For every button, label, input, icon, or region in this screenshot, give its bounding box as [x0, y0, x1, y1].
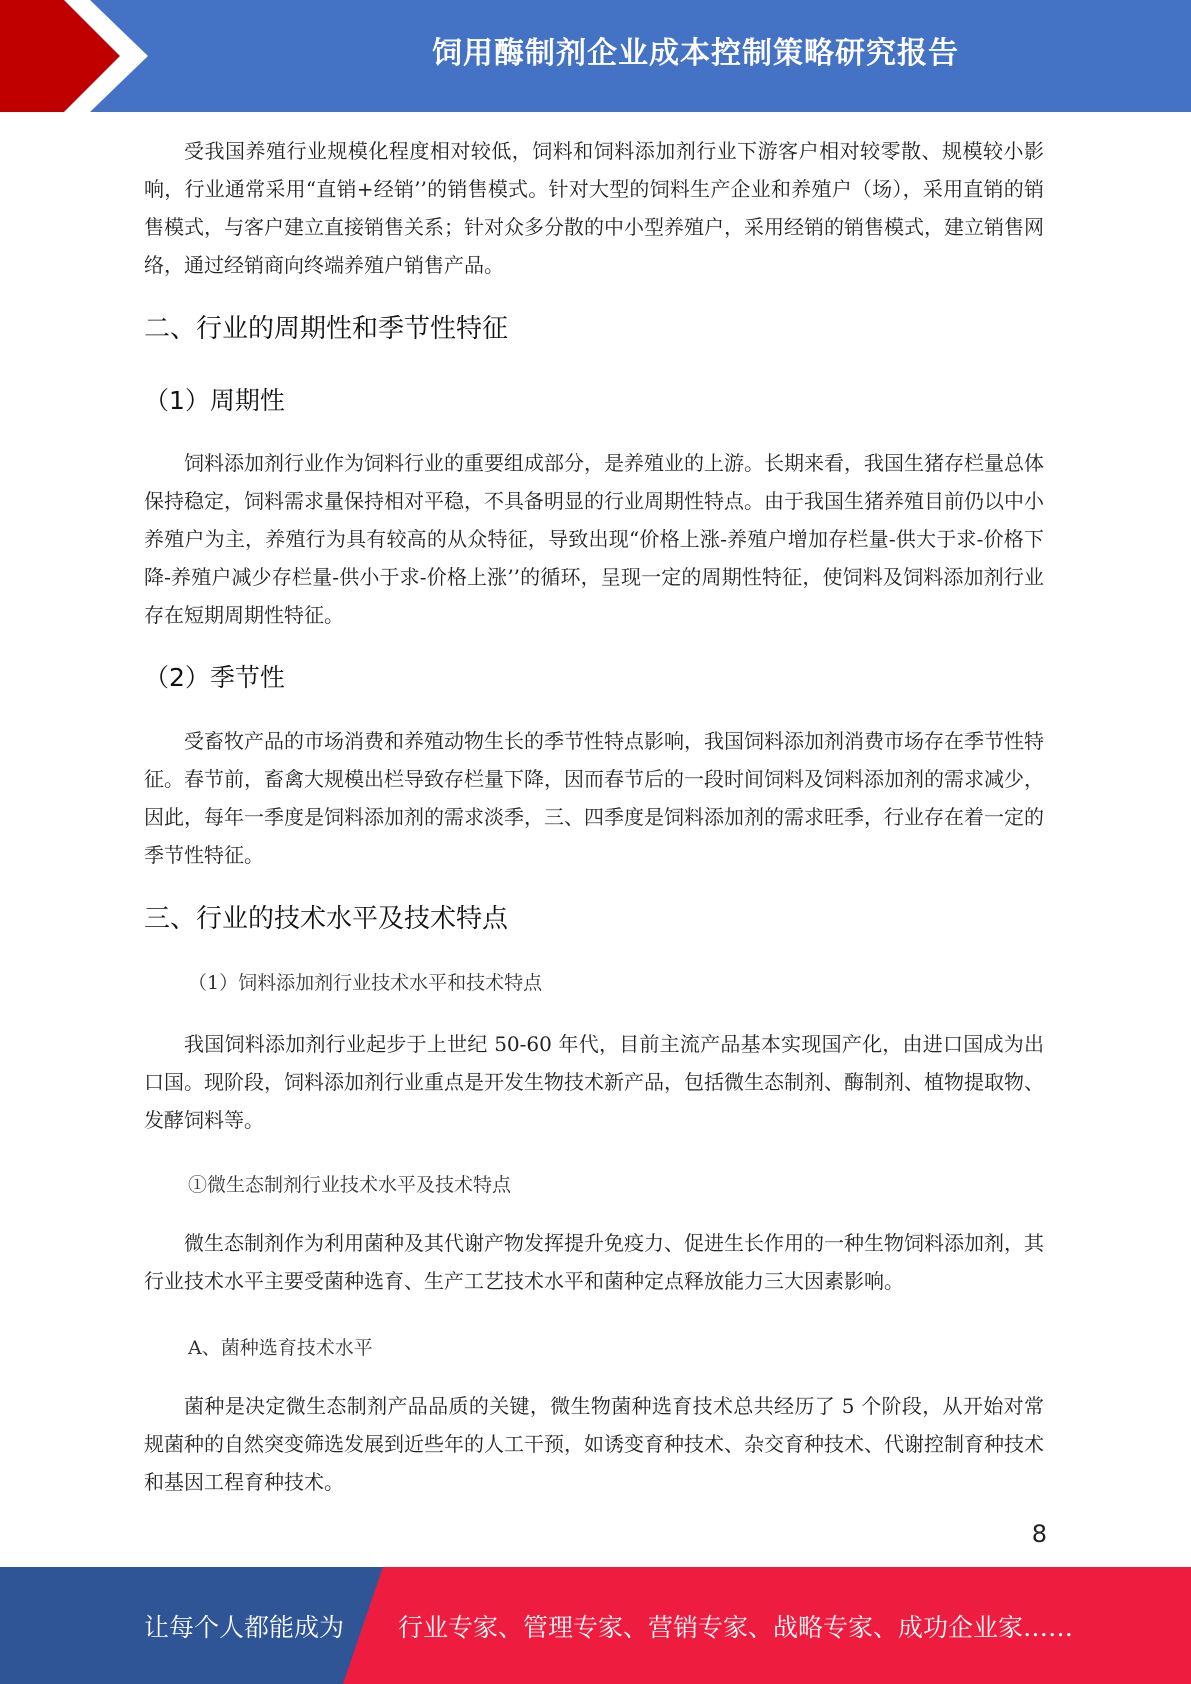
subheading-strain-breeding: A、菌种选育技术水平 — [188, 1337, 373, 1359]
subheading-additive-tech: （1）饲料添加剂行业技术水平和技术特点 — [188, 972, 543, 994]
page-number: 8 — [1031, 1520, 1047, 1548]
strain-breeding-paragraph: 菌种是决定微生态制剂产品品质的关键，微生物菌种选育技术总共经历了 5 个阶段，从开始对常规菌种的自然突变筛选发展到近些年的人工干预，如诱变育种技术、杂交育种技术、代谢控制育种技术和基因工程育种技术。 — [144, 1394, 1044, 1494]
page-header — [0, 0, 1191, 112]
arrow-decoration-icon — [0, 0, 160, 112]
seasonality-paragraph: 受畜牧产品的市场消费和养殖动物生长的季节性特点影响，我国饲料添加剂消费市场存在季节性特征。春节前，畜禽大规模出栏导致存栏量下降，因而春节后的一段时间饲料及饲料添加剂的需求减少，因此，每年一季度是饲料添加剂的需求淡季，三、四季度是饲料添加剂的需求旺季，行业存在着一定的季节性特征。 — [144, 729, 1044, 867]
periodicity-paragraph: 饲料添加剂行业作为饲料行业的重要组成部分，是养殖业的上游。长期来看，我国生猪存栏量总体保持稳定，饲料需求量保持相对平稳，不具备明显的行业周期性特点。由于我国生猪养殖目前仍以中小养殖户为主，养殖行为具有较高的从众特征，导致出现“价格上涨-养殖户增加存栏量-供大于求-价格下降-养殖户减少存栏量-供小于求-价格上涨’’的循环，呈现一定的周期性特征，使饲料及饲料添加剂行业存在短期周期性特征。 — [144, 451, 1044, 627]
subheading-microbial: ①微生态制剂行业技术水平及技术特点 — [188, 1174, 512, 1196]
section-heading-technology: 三、行业的技术水平及技术特点 — [144, 904, 509, 934]
page-footer — [0, 1567, 1191, 1684]
additive-tech-paragraph: 我国饲料添加剂行业起步于上世纪 50-60 年代，目前主流产品基本实现国产化，由进口国成为出口国。现阶段，饲料添加剂行业重点是开发生物技术新产品，包括微生态制剂、酶制剂、植物提取物、发酵饲料等。 — [144, 1032, 1044, 1132]
intro-paragraph: 受我国养殖行业规模化程度相对较低，饲料和饲料添加剂行业下游客户相对较零散、规模较小影响，行业通常采用“直销+经销’’的销售模式。针对大型的饲料生产企业和养殖户（场），采用直销的销售模式，与客户建立直接销售关系；针对众多分散的中小型养殖户，采用经销的销售模式，建立销售网络，通过经销商向终端养殖户销售产品。 — [144, 139, 1044, 277]
subheading-periodicity: （1）周期性 — [144, 386, 285, 415]
footer-slogan-left: 让每个人都能成为 — [144, 1612, 345, 1642]
footer-slogan-right: 行业专家、管理专家、营销专家、战略专家、成功企业家…… — [398, 1612, 1074, 1642]
report-title: 饲用酶制剂企业成本控制策略研究报告 — [432, 36, 959, 71]
section-heading-cycle: 二、行业的周期性和季节性特征 — [144, 314, 509, 344]
microbial-paragraph: 微生态制剂作为利用菌种及其代谢产物发挥提升免疫力、促进生长作用的一种生物饲料添加剂，其行业技术水平主要受菌种选育、生产工艺技术水平和菌种定点释放能力三大因素影响。 — [144, 1231, 1044, 1293]
subheading-seasonality: （2）季节性 — [144, 663, 285, 692]
